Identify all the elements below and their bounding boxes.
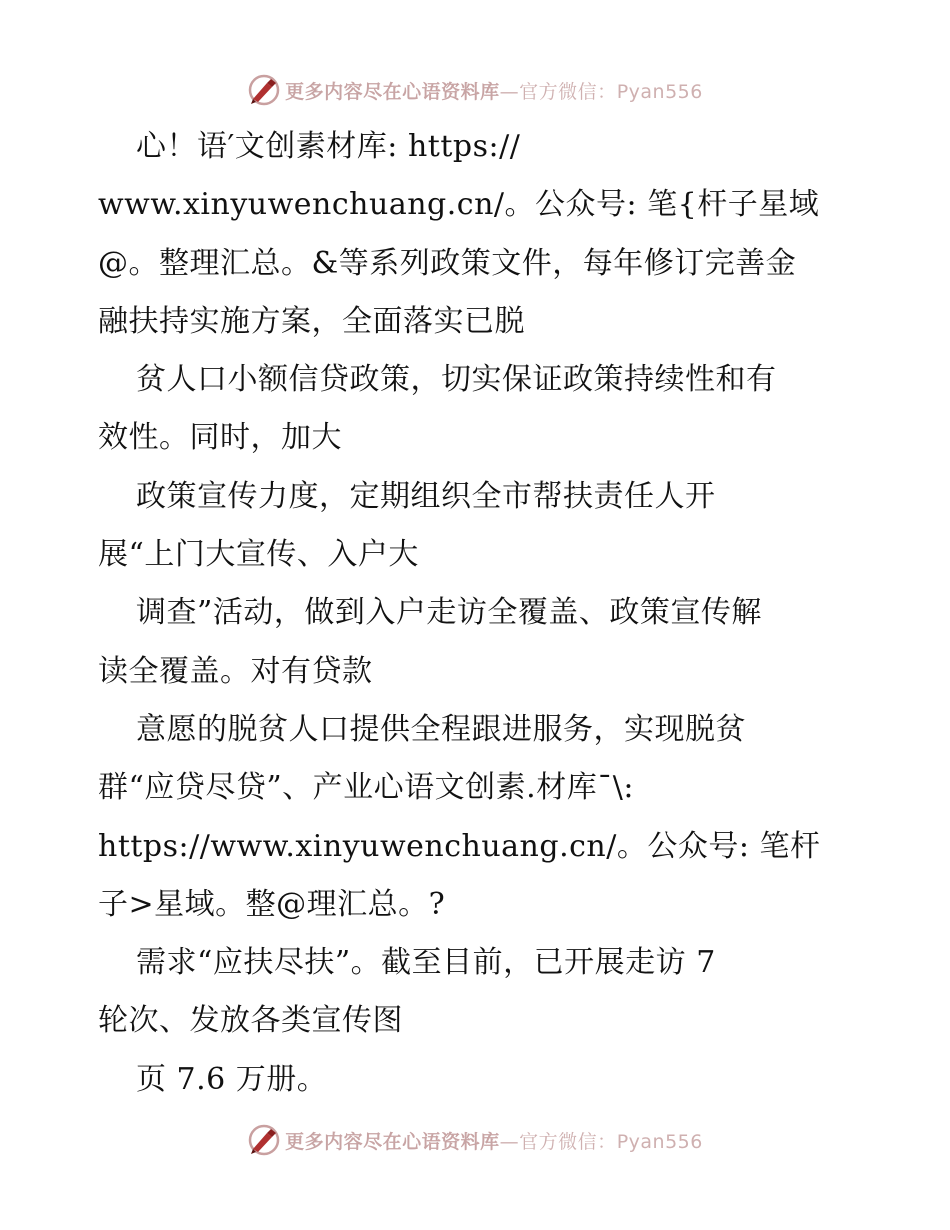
body-line: 意愿的脱贫人口提供全程跟进服务，实现脱贫	[136, 711, 746, 747]
body-line: 调查”活动，做到入户走访全覆盖、政策宣传解	[136, 595, 762, 631]
body-line: 群“应贷尽贷”、产业心语文创素.材库¯\:	[98, 770, 634, 806]
watermark-account: Pyan556	[616, 80, 703, 103]
body-line: 心！语′文创素材库: https://	[136, 129, 521, 164]
header-watermark	[0, 70, 950, 110]
watermark-main-text: 更多内容尽在心语资料库	[285, 1130, 500, 1153]
footer-watermark-text	[285, 1127, 703, 1154]
watermark-dash: —	[499, 80, 520, 103]
watermark-dash: —	[499, 1130, 520, 1153]
body-line: 页 7.6 万册。	[136, 1061, 328, 1097]
body-line: 融扶持实施方案，全面落实已脱	[98, 303, 525, 339]
pen-logo-icon	[247, 73, 281, 107]
pen-logo-icon	[247, 1123, 281, 1157]
watermark-main-text: 更多内容尽在心语资料库	[285, 80, 500, 103]
header-watermark-text	[285, 77, 703, 104]
body-line: 展“上门大宣传、入户大	[98, 537, 419, 573]
footer-watermark	[0, 1120, 950, 1160]
watermark-sub-text: 官方微信：	[519, 1130, 617, 1153]
body-line: 需求“应扶尽扶”。截至目前，已开展走访 7	[136, 945, 716, 981]
watermark-sub-text: 官方微信：	[519, 80, 617, 103]
body-line: www.xinyuwenchuang.cn/。公众号: 笔{杆子星域	[98, 187, 820, 223]
document-body	[98, 118, 858, 1109]
body-line: https://www.xinyuwenchuang.cn/。公众号: 笔杆	[98, 828, 821, 864]
watermark-account: Pyan556	[616, 1130, 703, 1153]
body-line: 政策宣传力度，定期组织全市帮扶责任人开	[136, 478, 716, 514]
body-line: 轮次、发放各类宣传图	[98, 1003, 403, 1039]
body-line: @。整理汇总。&等系列政策文件，每年修订完善金	[98, 245, 797, 281]
body-line: 效性。同时，加大	[98, 420, 342, 456]
body-line: 贫人口小额信贷政策，切实保证政策持续性和有	[136, 362, 777, 398]
body-line: 读全覆盖。对有贷款	[98, 653, 373, 689]
body-line: 子>星域。整@理汇总。?	[98, 886, 446, 922]
